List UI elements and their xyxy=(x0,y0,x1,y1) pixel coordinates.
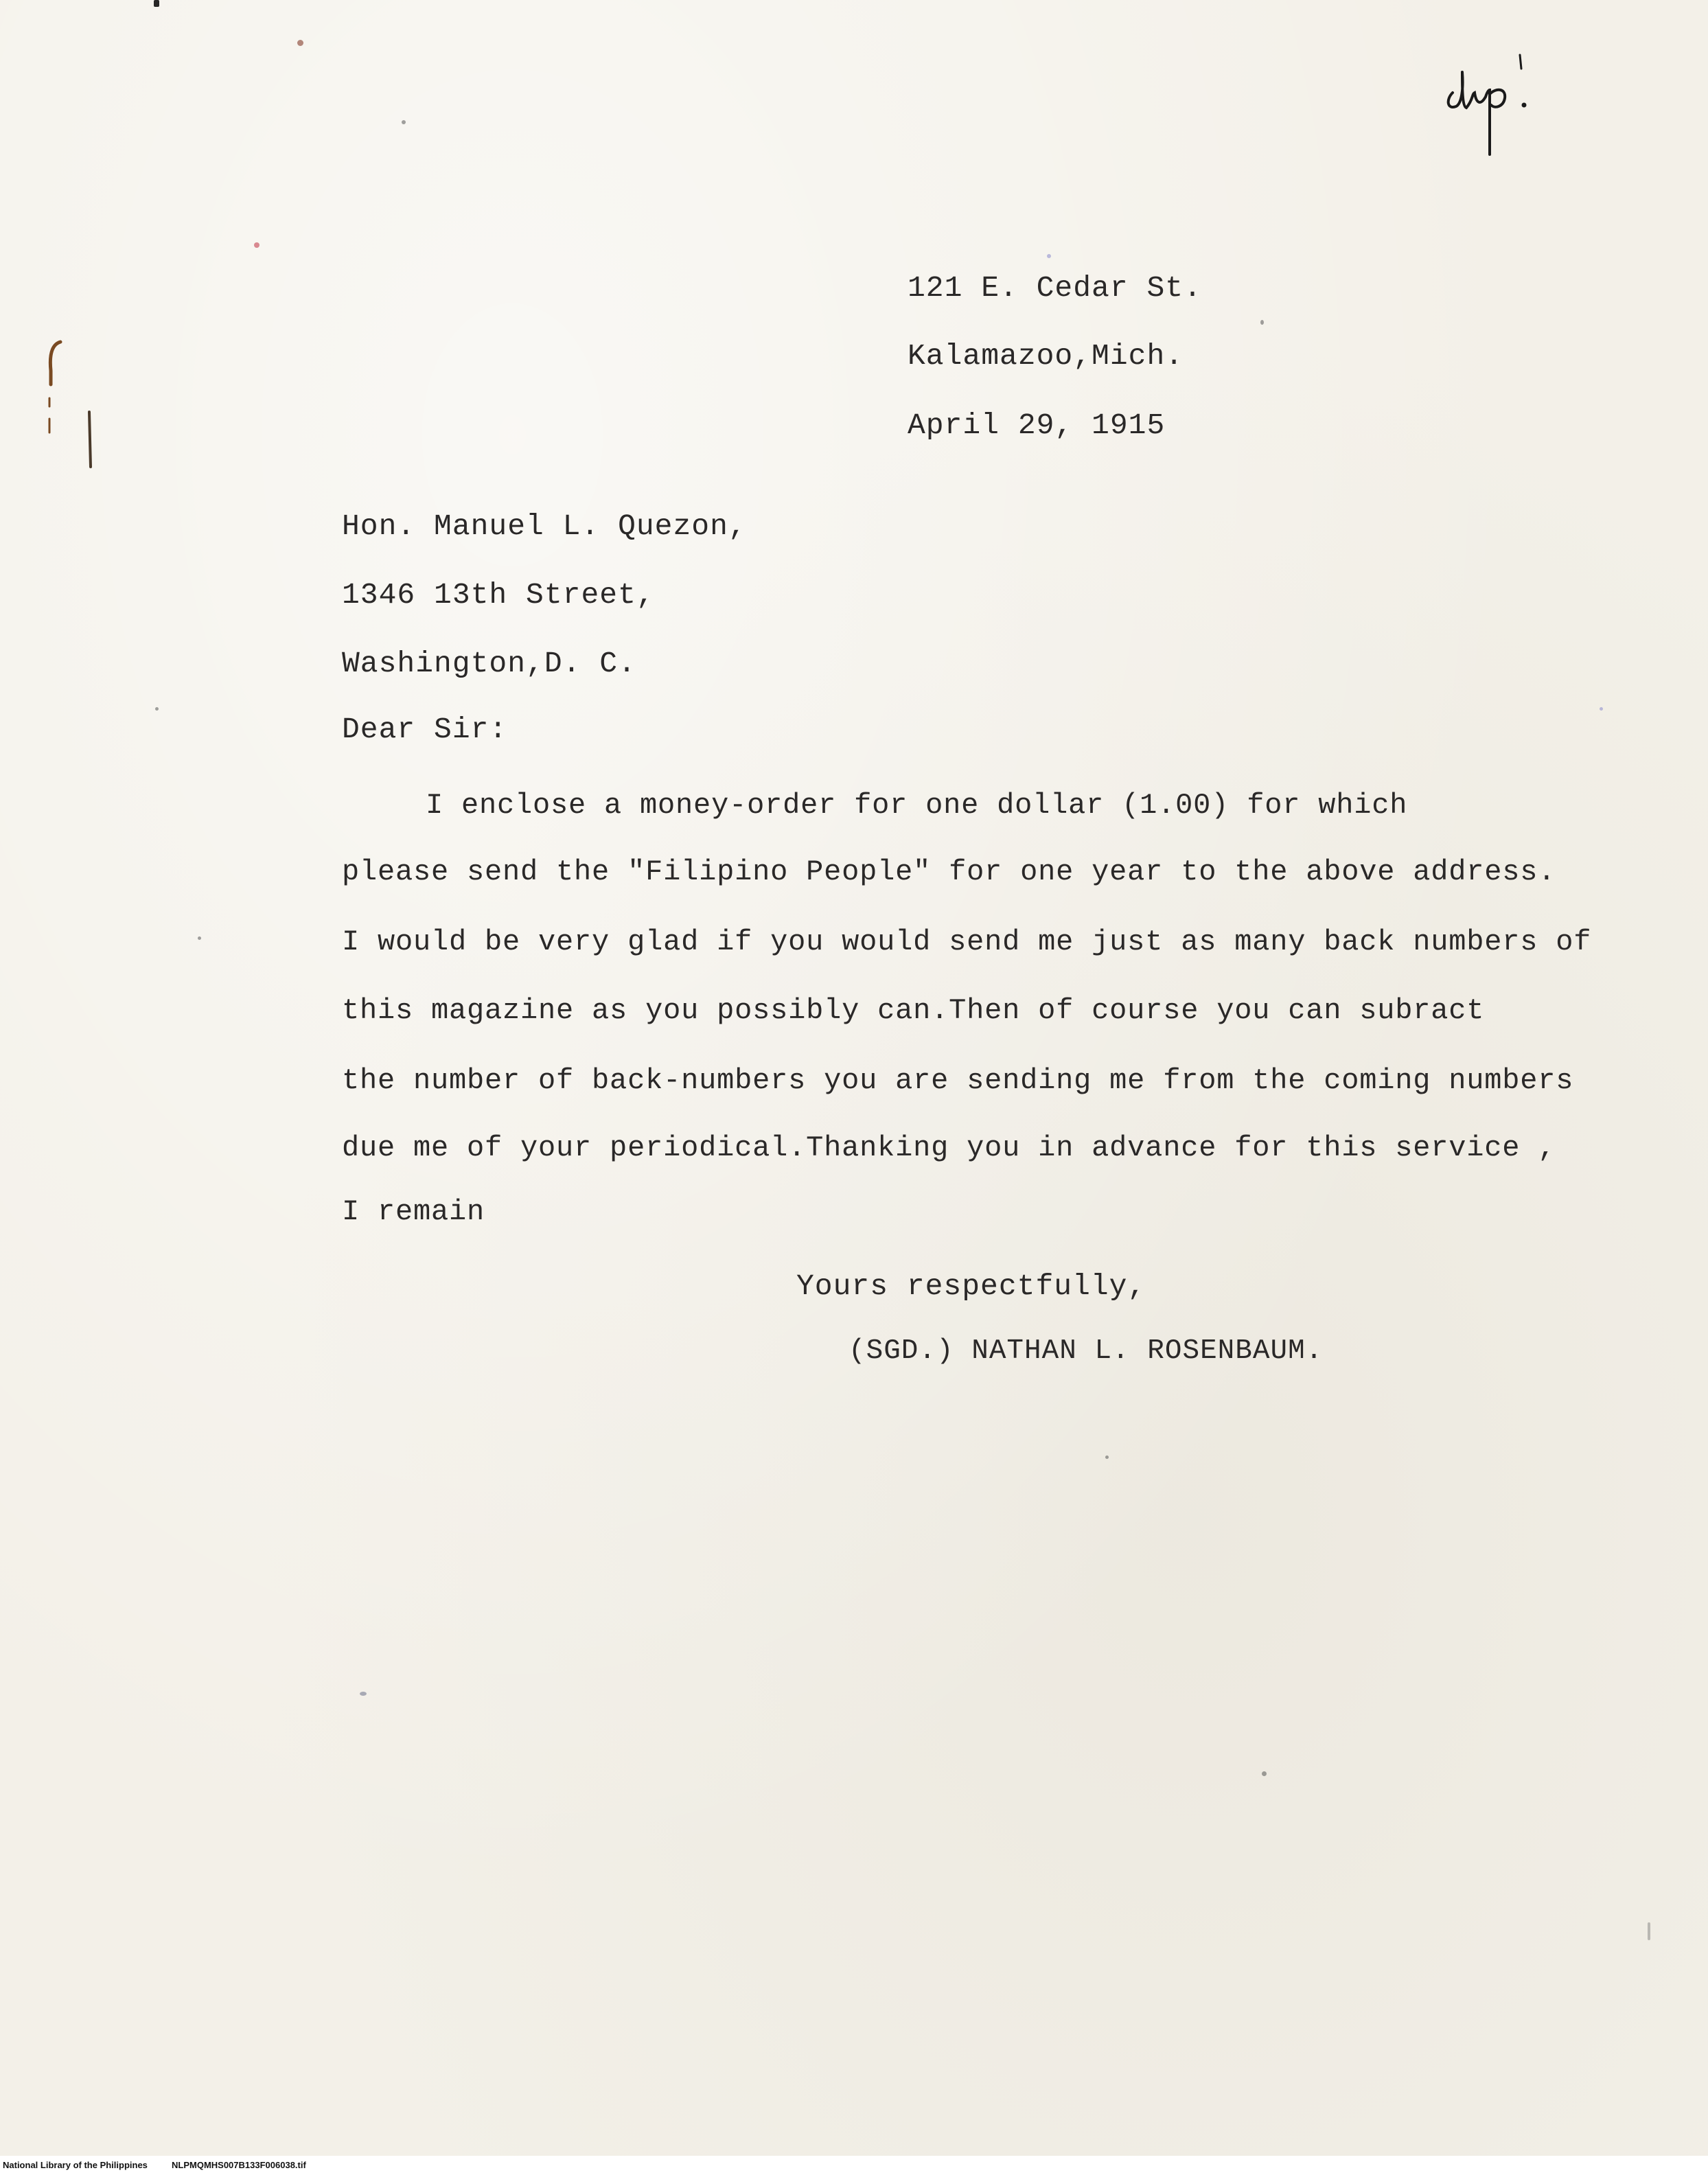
body-line: I enclose a money-order for one dollar (1.00) for which xyxy=(426,789,1408,822)
corner-mark xyxy=(154,0,159,7)
paper-speck xyxy=(155,707,159,711)
footer-filename: NLPMQMHS007B133F006038.tif xyxy=(172,2160,306,2170)
body-line: this magazine as you possibly can.Then of course you can subract xyxy=(342,994,1485,1027)
body-line: I remain xyxy=(342,1195,485,1228)
paper-speck xyxy=(1260,320,1264,325)
margin-bracket-icon xyxy=(41,330,103,481)
paper-speck xyxy=(1105,1455,1109,1459)
body-line: please send the "Filipino People" for one year to the above address. xyxy=(342,855,1556,888)
sender-street: 121 E. Cedar St. xyxy=(908,271,1202,305)
salutation: Dear Sir: xyxy=(342,713,508,746)
paper-speck xyxy=(198,936,201,940)
recipient-name: Hon. Manuel L. Quezon, xyxy=(342,509,747,543)
paper-speck xyxy=(360,1692,367,1696)
paper-speck xyxy=(1600,707,1603,711)
body-line: the number of back-numbers you are sending me from the coming numbers xyxy=(342,1064,1574,1097)
paper-speck xyxy=(254,242,259,248)
sender-city: Kalamazoo,Mich. xyxy=(908,339,1184,373)
body-line: due me of your periodical.Thanking you in advance for this service , xyxy=(342,1131,1556,1164)
paper-speck xyxy=(1648,1922,1650,1940)
recipient-city: Washington,D. C. xyxy=(342,647,636,680)
paper-speck xyxy=(1047,254,1051,258)
body-line: I would be very glad if you would send me just as many back numbers of xyxy=(342,925,1592,958)
signature: (SGD.) NATHAN L. ROSENBAUM. xyxy=(849,1335,1324,1367)
footer-institution: National Library of the Philippines xyxy=(3,2160,148,2170)
handwritten-note-icon xyxy=(1439,51,1549,175)
recipient-street: 1346 13th Street, xyxy=(342,578,655,612)
closing: Yours respectfully, xyxy=(796,1269,1146,1303)
letter-date: April 29, 1915 xyxy=(908,408,1166,442)
paper-speck xyxy=(297,40,303,46)
paper-speck xyxy=(402,120,406,124)
paper-speck xyxy=(1262,1771,1267,1776)
